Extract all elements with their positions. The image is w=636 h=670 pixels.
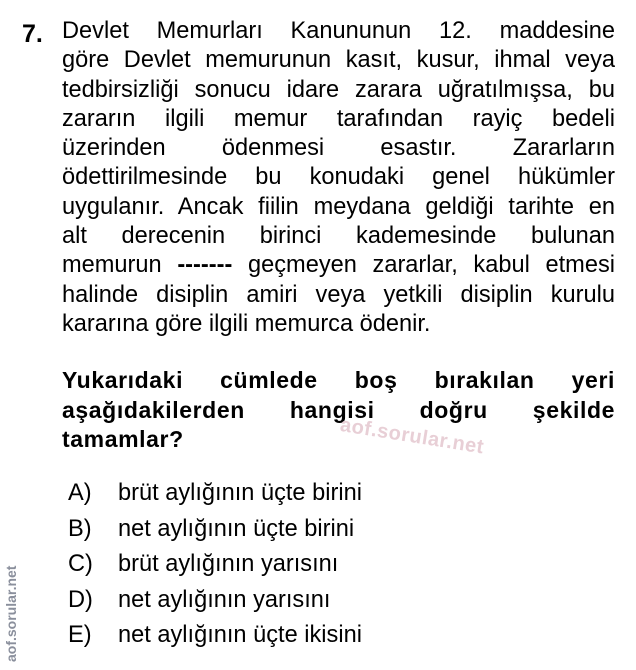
option-letter: C) bbox=[68, 551, 93, 577]
stem-text: geçmeyen zararlar, kabul etmesi bbox=[232, 252, 615, 279]
option-text: brüt aylığının yarısını bbox=[118, 551, 339, 577]
prompt-line: Yukarıdaki cümlede boş bırakılan yeri bbox=[62, 367, 615, 393]
stem-line: göre Devlet memurunun kasıt, kusur, ihmal veya bbox=[62, 47, 615, 74]
option-e[interactable] bbox=[68, 618, 362, 654]
option-text: net aylığının yarısını bbox=[118, 586, 331, 613]
question-stem bbox=[62, 17, 615, 339]
option-d[interactable] bbox=[68, 583, 362, 619]
option-letter: E) bbox=[68, 622, 92, 648]
watermark: aof.sorular.net bbox=[338, 414, 486, 459]
stem-line: Devlet Memurları Kanununun 12. maddesine bbox=[62, 18, 615, 44]
side-watermark: aof.sorular.net bbox=[3, 565, 19, 662]
stem-line: halinde disiplin amiri veya yetkili disiplin kurulu bbox=[62, 281, 615, 308]
blank-placeholder: ------- bbox=[177, 252, 233, 279]
stem-line: tedbirsizliği sonucu idare zarara uğratılmışsa, bu bbox=[62, 76, 615, 103]
option-letter: A) bbox=[68, 480, 92, 506]
stem-line: kararına göre ilgili memurca ödenir. bbox=[62, 310, 431, 337]
prompt-line: tamamlar? bbox=[62, 426, 184, 452]
stem-line-with-blank bbox=[62, 251, 615, 280]
prompt-line: aşağıdakilerden hangisi doğru şekilde bbox=[62, 396, 615, 423]
option-letter: D) bbox=[68, 586, 93, 613]
answer-options bbox=[68, 476, 362, 654]
option-b[interactable] bbox=[68, 512, 362, 548]
option-c[interactable] bbox=[68, 547, 362, 583]
option-a[interactable] bbox=[68, 476, 362, 512]
stem-line: zararın ilgili memur tarafından rayiç bedeli bbox=[62, 105, 615, 132]
option-text: net aylığının üçte ikisini bbox=[118, 622, 362, 648]
option-text: brüt aylığının üçte birini bbox=[118, 480, 362, 506]
question-number: 7. bbox=[22, 20, 43, 48]
stem-line: alt derecenin birinci kademesinde bulunan bbox=[62, 223, 615, 250]
stem-line: uygulanır. Ancak fiilin meydana geldiği tarihte en bbox=[62, 193, 615, 220]
option-text: net aylığının üçte birini bbox=[118, 515, 355, 542]
stem-text: memurun bbox=[62, 252, 178, 279]
stem-line: üzerinden ödenmesi esastır. Zararların bbox=[62, 135, 615, 162]
question-prompt bbox=[62, 366, 615, 455]
option-letter: B) bbox=[68, 515, 92, 542]
stem-line: ödettirilmesinde bu konudaki genel hükümler bbox=[62, 164, 615, 191]
